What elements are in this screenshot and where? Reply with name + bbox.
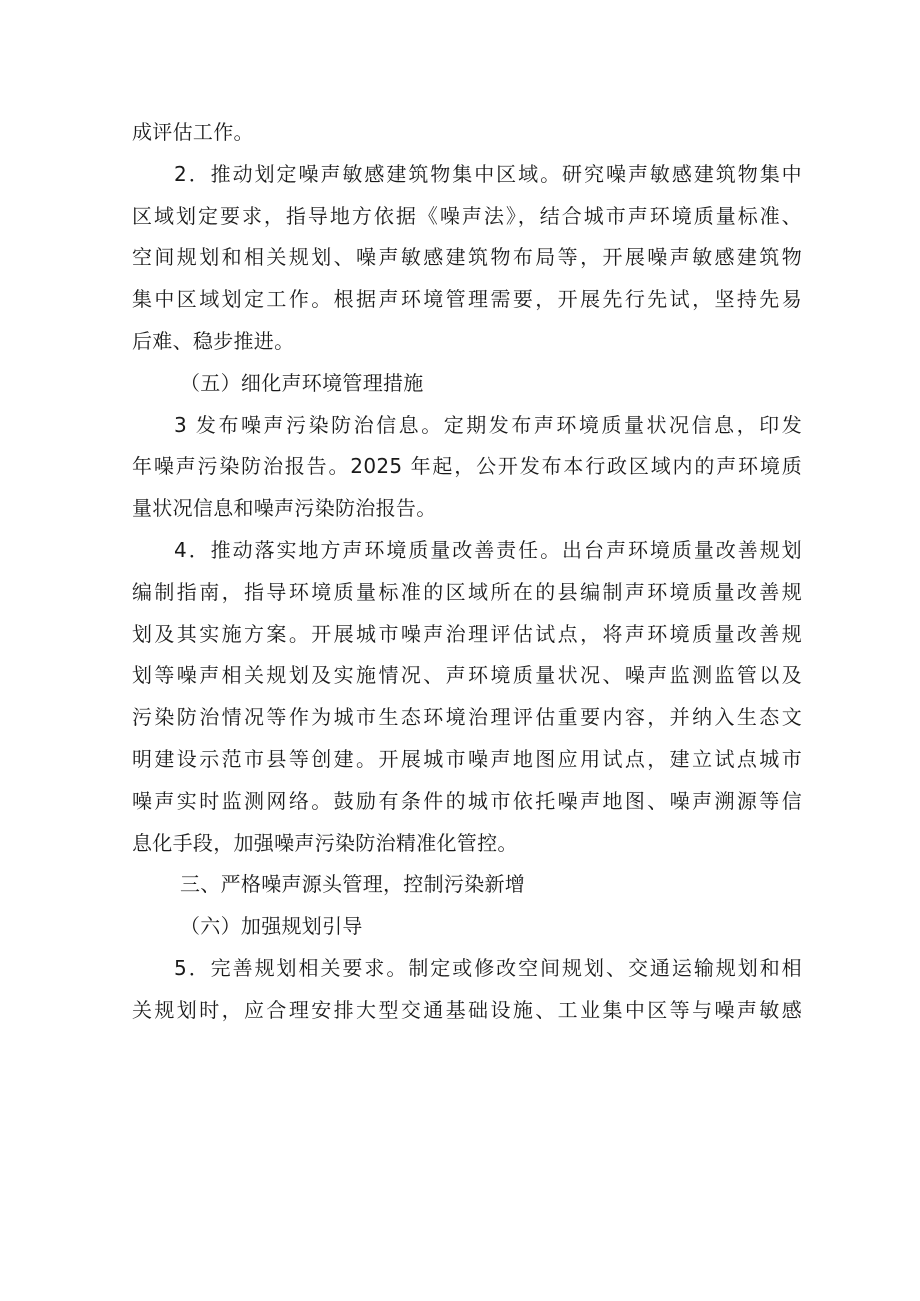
- text-line: 关规划时，应合理安排大型交通基础设施、工业集中区等与噪声敏感: [132, 997, 802, 1022]
- text-line: 区域划定要求，指导地方依据《噪声法》，结合城市声环境质量标准、: [132, 203, 802, 228]
- text-line: （六）加强规划引导: [180, 914, 363, 939]
- text-line: 成评估工作。: [132, 120, 254, 144]
- text-line: 噪声实时监测网络。鼓励有条件的城市依托噪声地图、噪声溯源等信: [132, 788, 802, 813]
- subheading-5: [132, 363, 802, 405]
- text-line: 后难、稳步推进。: [132, 328, 295, 353]
- paragraph-item-5: [132, 948, 802, 1032]
- text-line: 空间规划和相关规划、噪声敏感建筑物布局等，开展噪声敏感建筑物: [132, 245, 802, 270]
- text-line: 4．推动落实地方声环境质量改善责任。出台声环境质量改善规划: [174, 537, 802, 562]
- text-line: 量状况信息和噪声污染防治报告。: [132, 496, 437, 521]
- text-line: 息化手段，加强噪声污染防治精准化管控。: [132, 830, 518, 855]
- subheading-6: [132, 906, 802, 948]
- text-line: 三、严格噪声源头管理，控制污染新增: [180, 872, 526, 897]
- paragraph-item-2: [132, 154, 802, 363]
- paragraph-continuation: [132, 112, 802, 154]
- text-line: 划等噪声相关规划及实施情况、声环境质量状况、噪声监测监管以及: [132, 663, 802, 688]
- text-line: 5．完善规划相关要求。制定或修改空间规划、交通运输规划和相: [174, 955, 802, 980]
- text-line: 集中区域划定工作。根据声环境管理需要，开展先行先试，坚持先易: [132, 287, 802, 312]
- text-line: 划及其实施方案。开展城市噪声治理评估试点，将声环境质量改善规: [132, 621, 802, 646]
- text-line: 明建设示范市县等创建。开展城市噪声地图应用试点，建立试点城市: [132, 746, 802, 771]
- text-line: 编制指南，指导环境质量标准的区域所在的县编制声环境质量改善规: [132, 579, 802, 604]
- text-line: 3 发布噪声污染防治信息。定期发布声环境质量状况信息，印发: [174, 412, 802, 437]
- text-line: 年噪声污染防治报告。2025 年起，公开发布本行政区域内的声环境质: [132, 454, 802, 479]
- text-line: （五）细化声环境管理措施: [180, 370, 424, 395]
- document-body: [132, 112, 802, 1032]
- text-line: 2．推动划定噪声敏感建筑物集中区域。研究噪声敏感建筑物集中: [174, 161, 802, 186]
- paragraph-item-4: [132, 530, 802, 864]
- text-line: 污染防治情况等作为城市生态环境治理评估重要内容，并纳入生态文: [132, 705, 802, 730]
- section-heading-3: [132, 864, 802, 906]
- paragraph-item-3: [132, 405, 802, 530]
